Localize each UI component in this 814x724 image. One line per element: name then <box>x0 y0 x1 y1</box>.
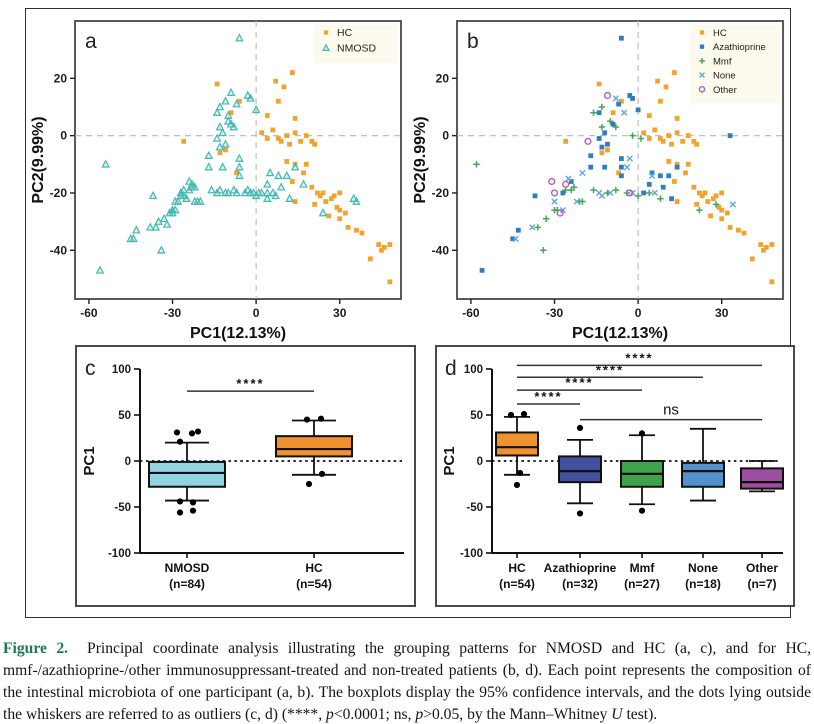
scatter-point-square <box>658 99 663 104</box>
scatter-point-square <box>599 145 604 150</box>
scatter-point-square <box>588 165 593 170</box>
scatter-point-square <box>705 199 710 204</box>
scatter-point-square <box>719 216 724 221</box>
scatter-point-square <box>664 85 669 90</box>
scatter-point-square <box>669 142 674 147</box>
scatter-point-square <box>700 45 704 49</box>
scatter-point-square <box>630 96 635 101</box>
x-tick-label: -30 <box>545 306 564 320</box>
scatter-point-square <box>301 170 306 175</box>
scatter-point-square <box>675 116 680 121</box>
scatter-point-square <box>686 162 691 167</box>
scatter-point-square <box>284 133 289 138</box>
scatter-point-square <box>619 165 624 170</box>
outlier-dot <box>508 412 514 418</box>
outlier-dot <box>318 416 324 422</box>
scatter-point-square <box>719 191 724 196</box>
scatter-point-square <box>337 191 342 196</box>
scatter-point-square <box>324 30 328 34</box>
scatter-point-square <box>346 225 351 230</box>
scatter-point-square <box>376 242 381 247</box>
scatter-point-square <box>619 156 624 161</box>
scatter-point-square <box>312 202 317 207</box>
box-group-hc <box>276 416 352 591</box>
x-tick-label: -60 <box>80 306 98 320</box>
outlier-dot <box>577 510 583 516</box>
scatter-point-square <box>647 136 652 141</box>
panel-d-boxplot <box>435 345 795 607</box>
scatter-point-square <box>700 193 705 198</box>
scatter-point-square <box>725 211 730 216</box>
scatter-point-square <box>666 159 671 164</box>
y-axis-label: PC2(9.99%) <box>30 116 47 204</box>
category-label: HC <box>508 561 526 575</box>
scatter-point-square <box>337 208 342 213</box>
legend-label: None <box>713 70 736 82</box>
outlier-dot <box>319 471 325 477</box>
x-tick-label: 0 <box>252 306 260 320</box>
scatter-point-square <box>290 179 295 184</box>
y-tick-label: -20 <box>431 185 449 200</box>
scatter-point-square <box>304 162 309 167</box>
legend-label: HC <box>337 27 353 39</box>
scatter-point-square <box>708 213 713 218</box>
category-n-label: (n=27) <box>624 577 660 591</box>
outlier-dot <box>195 428 201 434</box>
y-tick-label: 0 <box>60 128 67 143</box>
x-axis-label: PC1(12.13%) <box>571 325 669 342</box>
scatter-point-square <box>480 268 485 273</box>
scatter-point-square <box>382 245 387 250</box>
scatter-point-square <box>181 139 186 144</box>
scatter-point-square <box>641 130 646 135</box>
boxplot-box <box>559 456 601 482</box>
scatter-point-square <box>728 133 733 138</box>
scatter-point-square <box>719 208 724 213</box>
caption-segment: U <box>611 706 623 724</box>
scatter-point-square <box>387 242 392 247</box>
scatter-point-square <box>265 113 270 118</box>
panel-letter: b <box>467 30 479 53</box>
box-group-nmosd <box>149 428 225 591</box>
caption-segment: >0.05, by the Mann–Whitney <box>423 706 612 724</box>
boxplot-box <box>496 432 538 455</box>
scatter-point-square <box>769 279 774 284</box>
significance-label: **** <box>625 350 654 366</box>
category-n-label: (n=32) <box>562 577 598 591</box>
significance-label: ns <box>663 401 679 419</box>
y-tick-label: 50 <box>470 410 483 422</box>
scatter-point-square <box>661 139 666 144</box>
figure-caption <box>0 638 814 724</box>
outlier-dot <box>514 482 520 488</box>
scatter-point-square <box>694 142 699 147</box>
scatter-point-square <box>259 130 264 135</box>
y-axis-label: PC1 <box>81 446 98 476</box>
category-label: Azathioprine <box>543 561 617 575</box>
boxplot-box <box>682 463 724 487</box>
scatter-point-square <box>309 185 314 190</box>
caption-segment: p <box>415 706 424 724</box>
scatter-point-square <box>605 142 610 147</box>
scatter-point-square <box>611 122 616 127</box>
scatter-point-square <box>680 139 685 144</box>
legend-label: HC <box>713 28 727 39</box>
caption-segment: <0.0001; ns, <box>333 706 416 724</box>
scatter-point-square <box>597 82 602 87</box>
scatter-point-square <box>675 130 680 135</box>
y-tick-label: -100 <box>107 548 131 560</box>
panel-d-boxplot-svg <box>437 347 789 600</box>
scatter-point-square <box>655 79 660 84</box>
x-tick-label: 30 <box>333 306 347 320</box>
category-n-label: (n=18) <box>685 577 721 591</box>
scatter-point-square <box>279 139 284 144</box>
scatter-point-square <box>641 191 646 196</box>
scatter-point-square <box>675 199 680 204</box>
legend-label: Mmf <box>713 56 732 68</box>
caption-segment: Principal coordinate analysis illustrating the grouping patterns for NMOSD and HC (a, c), and for HC, mmf-/azathioprine-/other immunosuppressant-treated and non-treated patients (b, d). Each point represents the composition of the intestinal microbiota of one participant (a, b). The boxplots display the 95% confidence intervals, and the dots lying outside the whiskers are referred to as outliers (c, d) (****, <box>3 640 811 724</box>
scatter-point-square <box>337 216 342 221</box>
scatter-point-square <box>270 128 275 133</box>
scatter-point-square <box>282 85 287 90</box>
significance-label: **** <box>595 362 625 378</box>
scatter-point-square <box>619 36 624 41</box>
legend-label: NMOSD <box>337 42 377 55</box>
y-axis-label: PC1 <box>441 446 458 476</box>
scatter-point-square <box>647 182 652 187</box>
legend <box>690 25 780 103</box>
scatter-point-square <box>714 193 719 198</box>
outlier-dot <box>177 509 183 515</box>
x-axis-label: PC1(12.13%) <box>189 325 287 342</box>
box-group-none <box>682 429 724 591</box>
legend-label: Azathioprine <box>713 42 766 54</box>
outlier-dot <box>517 470 523 476</box>
category-label: Mmf <box>629 561 655 575</box>
scatter-point-square <box>658 173 663 178</box>
x-tick-label: 30 <box>715 306 729 320</box>
scatter-point-square <box>599 150 604 155</box>
category-label: HC <box>305 561 323 575</box>
scatter-point-square <box>647 113 652 118</box>
y-tick-label: -50 <box>466 502 483 514</box>
outlier-dot <box>639 430 645 436</box>
scatter-point-square <box>616 102 621 107</box>
scatter-point-square <box>354 228 359 233</box>
box-group-hc <box>496 411 538 591</box>
significance-label: **** <box>236 376 265 392</box>
scatter-point-square <box>284 159 289 164</box>
x-tick-label: 0 <box>634 306 642 320</box>
legend-label: Other <box>713 84 737 96</box>
scatter-point-square <box>611 110 616 115</box>
box-group-other <box>741 461 783 591</box>
y-tick-label: 0 <box>442 128 449 143</box>
scatter-point-square <box>533 193 538 198</box>
scatter-point-square <box>293 130 298 135</box>
outlier-dot <box>521 411 527 417</box>
y-tick-label: 20 <box>435 71 449 86</box>
scatter-point-square <box>605 148 610 153</box>
scatter-point-square <box>636 107 641 112</box>
scatter-point-square <box>742 231 747 236</box>
scatter-point-square <box>563 139 568 144</box>
scatter-point-square <box>683 170 688 175</box>
scatter-point-square <box>387 279 392 284</box>
category-n-label: (n=7) <box>747 577 777 591</box>
y-tick-label: 100 <box>463 364 483 376</box>
scatter-point-square <box>675 165 680 170</box>
outlier-dot <box>639 508 645 514</box>
outlier-dot <box>190 508 196 514</box>
panel-letter: c <box>85 357 96 380</box>
scatter-point-square <box>516 228 521 233</box>
caption-segment: p <box>326 706 334 724</box>
panel-letter: a <box>85 30 97 53</box>
scatter-point-square <box>276 99 281 104</box>
outlier-dot <box>306 481 312 487</box>
scatter-point-square <box>686 133 691 138</box>
outlier-dot <box>304 417 310 423</box>
category-n-label: (n=54) <box>296 577 332 591</box>
category-n-label: (n=54) <box>499 577 535 591</box>
scatter-point-square <box>728 225 733 230</box>
scatter-point-square <box>332 193 337 198</box>
x-tick-label: -60 <box>462 306 480 320</box>
y-tick-label: 100 <box>111 364 131 376</box>
scatter-point-square <box>588 153 593 158</box>
boxplot-box <box>741 468 783 488</box>
category-label: NMOSD <box>164 561 210 575</box>
scatter-point-square <box>360 231 365 236</box>
scatter-point-square <box>700 30 704 34</box>
scatter-point-square <box>619 173 624 178</box>
y-tick-label: 20 <box>53 71 67 86</box>
scatter-point-square <box>368 256 373 261</box>
scatter-point-square <box>694 202 699 207</box>
scatter-point-square <box>597 110 602 115</box>
panel-a-scatter-plot <box>29 11 411 345</box>
scatter-point-square <box>298 139 303 144</box>
y-tick-label: -40 <box>431 243 449 258</box>
y-tick-label: -40 <box>49 243 67 258</box>
scatter-point-square <box>343 211 348 216</box>
scatter-point-square <box>273 79 278 84</box>
scatter-point-square <box>287 142 292 147</box>
scatter-point-square <box>560 191 565 196</box>
y-tick-label: 0 <box>124 456 131 468</box>
scatter-point-square <box>769 242 774 247</box>
scatter-point-square <box>691 185 696 190</box>
scatter-point-square <box>672 70 677 75</box>
y-tick-label: -100 <box>459 548 483 560</box>
figure-frame <box>25 8 791 618</box>
category-label: Other <box>745 561 779 575</box>
scatter-point-square <box>597 136 602 141</box>
scatter-point-square <box>217 150 222 155</box>
legend <box>314 25 398 63</box>
boxplot-box <box>276 436 352 456</box>
caption-segment: Figure 2. <box>3 640 69 657</box>
significance-label: **** <box>565 375 594 391</box>
scatter-point-square <box>666 133 671 138</box>
panel-c-boxplot <box>75 345 416 607</box>
outlier-dot <box>174 429 180 435</box>
outlier-dot <box>177 498 183 504</box>
scatter-point-square <box>736 228 741 233</box>
x-tick-label: -30 <box>163 306 182 320</box>
scatter-point-square <box>318 193 323 198</box>
scatter-point-square <box>293 116 298 121</box>
outlier-dot <box>177 439 183 445</box>
panel-b-scatter-plot <box>411 11 793 345</box>
scatter-point-square <box>750 256 755 261</box>
panel-letter: d <box>445 357 457 380</box>
category-n-label: (n=84) <box>169 577 205 591</box>
y-axis-label: PC2(9.99%) <box>412 116 429 204</box>
scatter-point-square <box>652 128 657 133</box>
scatter-point-square <box>758 242 763 247</box>
boxplot-box <box>149 462 225 487</box>
scatter-point-square <box>323 199 328 204</box>
box-group-azathioprine <box>544 425 617 591</box>
significance-label: **** <box>534 388 563 404</box>
category-label: None <box>688 561 718 575</box>
scatter-point-square <box>290 70 295 75</box>
scatter-point-square <box>602 165 607 170</box>
y-tick-label: 50 <box>118 410 131 422</box>
y-tick-label: -50 <box>114 502 131 514</box>
caption-segment: test). <box>622 706 658 724</box>
box-group-mmf <box>621 430 663 591</box>
outlier-dot <box>190 499 196 505</box>
panel-c-boxplot-svg <box>77 347 410 600</box>
scatter-point-square <box>669 196 674 201</box>
scatter-point-square <box>764 245 769 250</box>
scatter-point-square <box>304 133 309 138</box>
scatter-point-square <box>265 136 270 141</box>
y-tick-label: 0 <box>476 456 483 468</box>
scatter-point-square <box>312 142 317 147</box>
scatter-point-square <box>672 179 677 184</box>
outlier-dot <box>189 430 195 436</box>
scatter-point-square <box>666 173 671 178</box>
scatter-point-square <box>661 185 666 190</box>
outlier-dot <box>577 425 583 431</box>
scatter-point-square <box>602 130 607 135</box>
scatter-point-square <box>215 82 220 87</box>
y-tick-label: -20 <box>49 185 67 200</box>
